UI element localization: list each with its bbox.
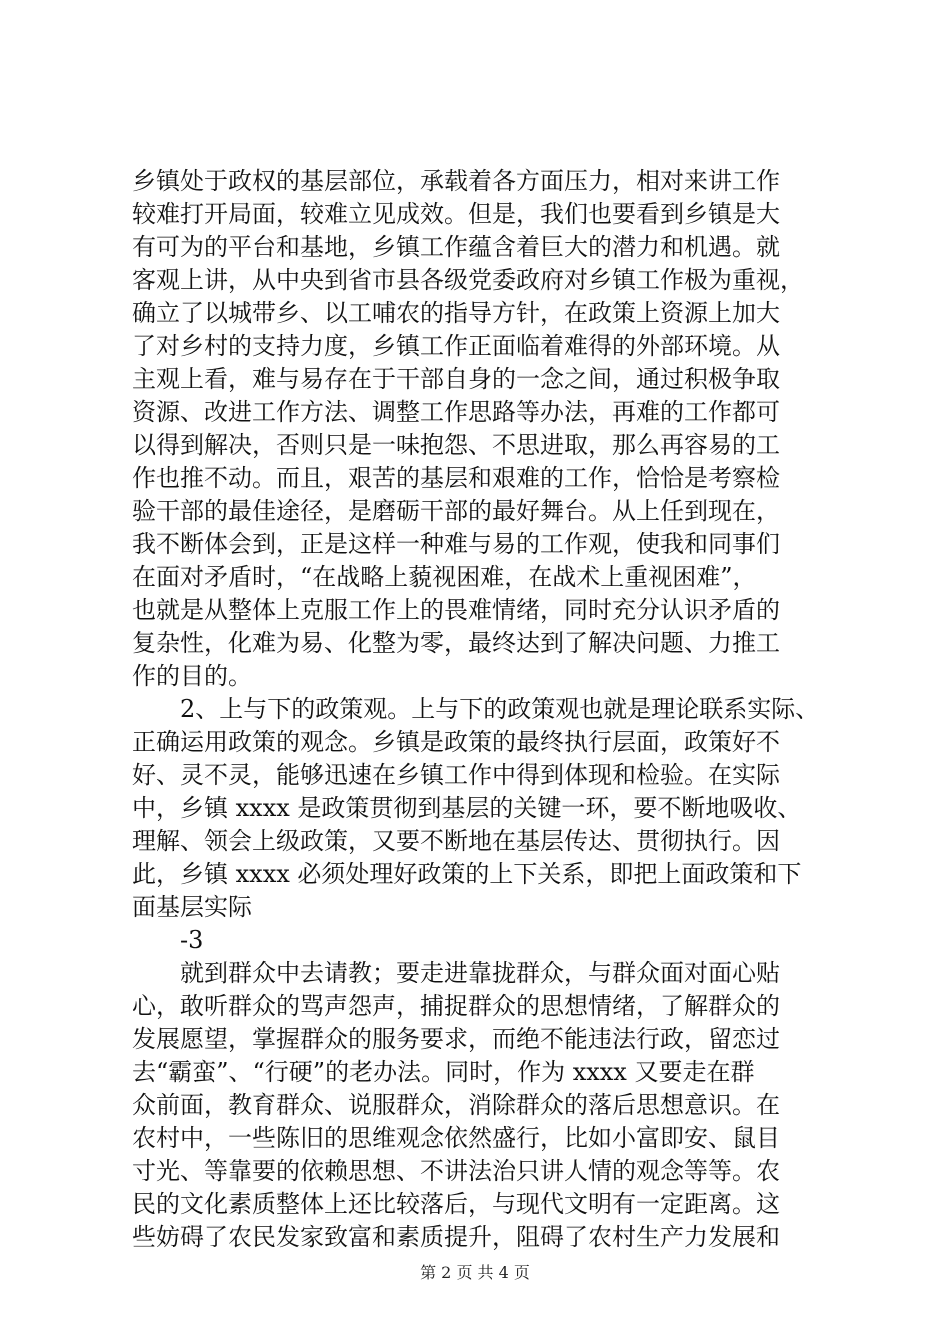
text-line: 主观上看，难与易存在于干部自身的一念之间，通过积极争取: [132, 365, 780, 393]
text-line: 理解、领会上级政策，又要不断地在基层传达、贯彻执行。因: [132, 827, 780, 855]
page-number-label: 第 2 页 共 4 页: [420, 1263, 530, 1282]
text-line: 我不断体会到，正是这样一种难与易的工作观，使我和同事们: [132, 530, 780, 558]
text-line: 去“霸蛮”、“行硬”的老办法。同时，作为 xxxx 又要走在群: [132, 1058, 755, 1086]
page-footer: [0, 1263, 950, 1283]
paragraph-heading-line: 2、上与下的政策观。上与下的政策观也就是理论联系实际、: [180, 695, 820, 723]
text-line: 民的文化素质整体上还比较落后，与现代文明有一定距离。这: [132, 1190, 780, 1218]
text-line: 发展愿望，掌握群众的服务要求，而绝不能违法行政，留恋过: [132, 1025, 780, 1053]
text-line: 在面对矛盾时，“在战略上藐视困难，在战术上重视困难”，: [132, 563, 757, 591]
text-line: 寸光、等靠要的依赖思想、不讲法治只讲人情的观念等等。农: [132, 1157, 780, 1185]
text-line: 作的目的。: [132, 662, 252, 690]
text-line: 些妨碍了农民发家致富和素质提升，阻碍了农村生产力发展和: [132, 1223, 780, 1251]
body-text: [132, 165, 832, 1254]
text-line: 验干部的最佳途径，是磨砺干部的最好舞台。从上任到现在，: [132, 497, 780, 525]
text-line: 较难打开局面，较难立见成效。但是，我们也要看到乡镇是大: [132, 200, 780, 228]
text-line: 有可为的平台和基地，乡镇工作蕴含着巨大的潜力和机遇。就: [132, 233, 780, 261]
text-line: 也就是从整体上克服工作上的畏难情绪，同时充分认识矛盾的: [132, 596, 780, 624]
text-line: 心，敢听群众的骂声怨声，捕捉群众的思想情绪，了解群众的: [132, 992, 780, 1020]
inline-page-marker: -3: [180, 926, 204, 954]
text-line: 确立了以城带乡、以工哺农的指导方针，在政策上资源上加大: [132, 299, 780, 327]
text-line: 好、灵不灵，能够迅速在乡镇工作中得到体现和检验。在实际: [132, 761, 780, 789]
text-line: 众前面，教育群众、说服群众，消除群众的落后思想意识。在: [132, 1091, 780, 1119]
text-line: 此，乡镇 xxxx 必须处理好政策的上下关系，即把上面政策和下: [132, 860, 802, 888]
text-line: 资源、改进工作方法、调整工作思路等办法，再难的工作都可: [132, 398, 780, 426]
text-line: 乡镇处于政权的基层部位，承载着各方面压力，相对来讲工作: [132, 167, 780, 195]
text-line: 作也推不动。而且，艰苦的基层和艰难的工作，恰恰是考察检: [132, 464, 780, 492]
text-line: 面基层实际: [132, 893, 252, 921]
text-line: 以得到解决，否则只是一味抱怨、不思进取，那么再容易的工: [132, 431, 780, 459]
text-line: 中，乡镇 xxxx 是政策贯彻到基层的关键一环，要不断地吸收、: [132, 794, 802, 822]
text-line: 了对乡村的支持力度，乡镇工作正面临着难得的外部环境。从: [132, 332, 780, 360]
text-line: 正确运用政策的观念。乡镇是政策的最终执行层面，政策好不: [132, 728, 780, 756]
text-line: 复杂性，化难为易、化整为零，最终达到了解决问题、力推工: [132, 629, 780, 657]
paragraph-start-line: 就到群众中去请教；要走进靠拢群众，与群众面对面心贴: [180, 959, 780, 987]
text-line: 客观上讲，从中央到省市县各级党委政府对乡镇工作极为重视，: [132, 266, 804, 294]
text-line: 农村中，一些陈旧的思维观念依然盛行，比如小富即安、鼠目: [132, 1124, 780, 1152]
